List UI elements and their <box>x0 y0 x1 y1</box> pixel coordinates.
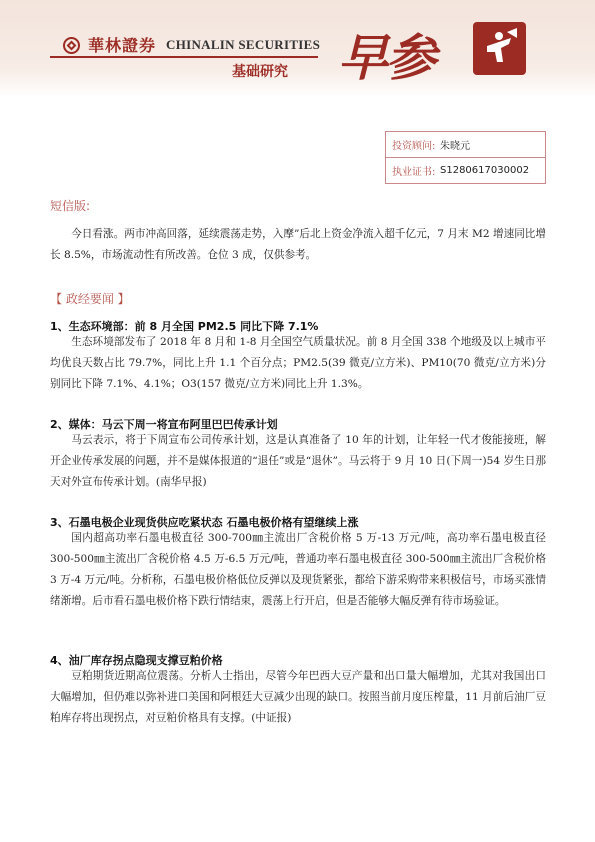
news-item-title: 2、媒体：马云下周一将宣布阿里巴巴传承计划 <box>50 418 278 431</box>
news-item-body: 国内超高功率石墨电极直径 300-700㎜主流出厂含税价格 5 万-13 万元/吨，高功率石墨电极直径 300-500㎜主流出厂含税价格 4.5 万-6.5 万元/吨，普通功率石墨电极直径 300-500㎜主流出厂含税价格 3 万-4 万元/吨。分析称，石墨电极价格低位反弹以及现货紧张，都给下游采购带来积极信号，市场买涨情绪渐增。后市看石墨电极价格下跌行情结束，震荡上行开启，但是否能够大幅反弹有待市场验证。 <box>50 532 546 607</box>
advisor-cert-row <box>386 158 546 184</box>
summary-text: 今日看涨。两市冲高回落，延续震荡走势，入摩”后北上资金净流入超千亿元，7 月末 M2 增速同比增长 8.5%，市场流动性有所改善。仓位 3 成，仅供参考。 <box>50 228 546 261</box>
advisor-name-row <box>386 132 546 158</box>
advisor-info-table <box>385 131 546 184</box>
advisor-name-label: 投资顾问: <box>392 141 436 152</box>
news-section-label: 【 政经要闻 】 <box>50 292 130 306</box>
report-name: 早参 <box>338 28 434 87</box>
brand-name-cn: 華林證券 <box>88 36 157 55</box>
news-item-body: 豆粕期货近期高位震荡。分析人士指出，尽管今年巴西大豆产量和出口量大幅增加，尤其对我国出口大幅增加，但仍难以弥补进口美国和阿根廷大豆减少出现的缺口。按照当前月度压榨量，11 月前后油厂豆粕库存将出现拐点，对豆粕价格具有支撑。(中证报) <box>50 670 546 724</box>
news-item-body: 马云表示，将于下周宣布公司传承计划，这是认真准备了 10 年的计划，让年轻一代才俊能接班，解开企业传承发展的问题，并不是媒体报道的“退任”或是“退休”。马云将于 9 月 10 日(下周一)54 岁生日那天对外宣布传承计划。(南华早报) <box>50 434 546 488</box>
news-item-title: 3、石墨电极企业现货供应吃紧状态 石墨电极价格有望继续上涨 <box>50 516 359 529</box>
advisor-name-value: 朱晓元 <box>440 141 470 152</box>
news-item-title: 4、油厂库存拐点隐现支撑豆粕价格 <box>50 654 223 667</box>
news-item-title: 1、生态环境部：前 8 月全国 PM2.5 同比下降 7.1% <box>50 320 319 333</box>
bugle-stamp-icon <box>473 22 526 75</box>
summary-label: 短信版: <box>50 199 91 213</box>
advisor-cert-label: 执业证书: <box>392 167 436 178</box>
advisor-cert-value: S1280617030002 <box>440 165 530 176</box>
header-divider <box>50 56 318 58</box>
chinalin-logo-icon <box>63 37 80 54</box>
department-title: 基础研究 <box>232 64 288 80</box>
news-item-body: 生态环境部发布了 2018 年 8 月和 1-8 月全国空气质量状况。前 8 月全国 338 个地级及以上城市平均优良天数占比 79.7%，同比上升 1.1 个百分点；PM2.5(39 微克/立方米)、PM10(70 微克/立方米)分别同比下降 7.1%、4.1%；O3(157 微克/立方米)同比上升 1.3%。 <box>50 336 546 390</box>
brand-name-en: CHINALIN SECURITIES <box>166 37 321 52</box>
